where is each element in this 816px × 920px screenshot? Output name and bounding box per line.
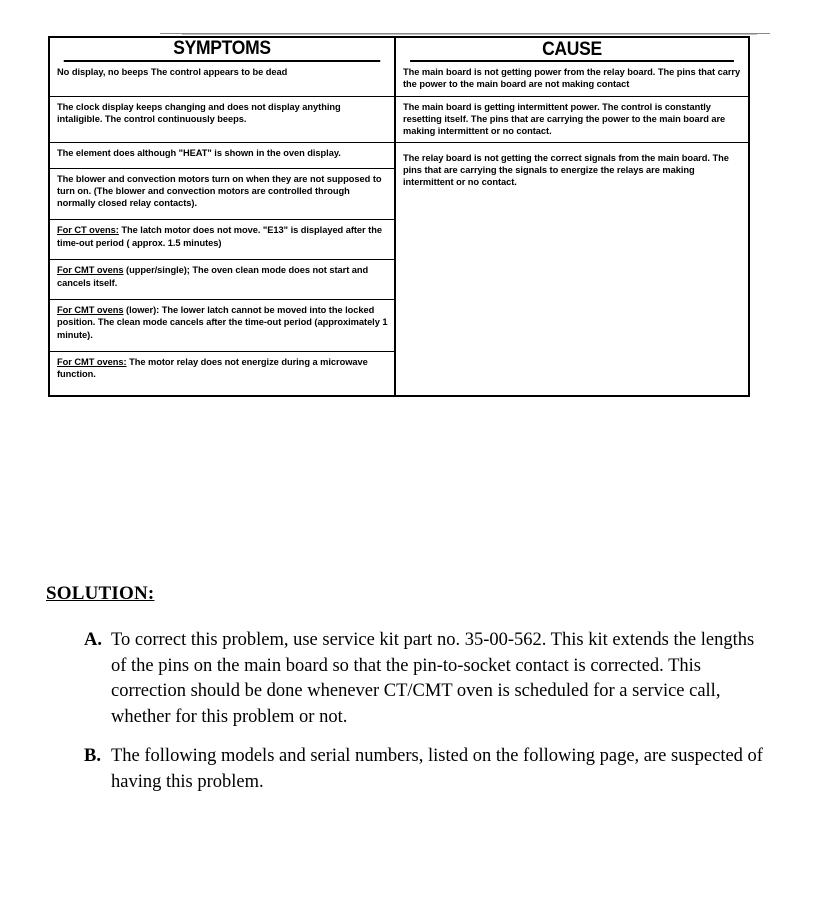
cause-row <box>396 97 748 143</box>
symptom-row <box>50 169 394 221</box>
symptom-row <box>50 62 394 97</box>
solution-item-a <box>84 628 771 730</box>
symptom-text: No display, no beeps The control appears to be dead <box>57 66 288 77</box>
symptom-text: The motor relay does not energize during a microwave function. <box>57 357 368 380</box>
symptom-text: The element does although "HEAT" is shown in the oven display. <box>57 147 341 158</box>
cause-text: The main board is getting intermittent power. The control is constantly resetting itself. The pins that are carrying the power to the main board are making intermittent or no contact. <box>403 102 726 137</box>
solution-item-text: The following models and serial numbers, listed on the following page, are suspected of having this problem. <box>111 746 763 792</box>
symptom-text: The clock display keeps changing and does not display anything intaligible. The control continuously beeps. <box>57 101 341 125</box>
symptom-text: (lower): The lower latch cannot be moved into the locked position. The clean mode cancels after the time-out period (approximately 1 minute). <box>57 305 388 340</box>
symptom-text: The latch motor does not move. "E13" is displayed after the time-out period ( approx. 1.5 minutes) <box>57 225 382 248</box>
symptom-row <box>50 97 394 143</box>
cause-column <box>396 38 748 395</box>
symptom-row <box>50 220 394 260</box>
solution-item-b <box>84 744 771 795</box>
symptom-row <box>50 143 394 169</box>
solution-item-marker: B. <box>84 746 101 766</box>
symptom-text: (upper/single); The oven clean mode does not start and cancels itself. <box>57 265 369 288</box>
symptom-lead: For CT ovens: <box>57 225 119 236</box>
symptom-text: The blower and convection motors turn on when they are not supposed to turn on. (The blower and convection motors are controlled through normally closed relay contacts). <box>57 173 382 209</box>
symptoms-cause-table <box>48 36 750 397</box>
symptoms-column-header: SYMPTOMS <box>64 38 380 62</box>
scan-artifact-line-secondary <box>182 34 757 35</box>
symptoms-column <box>50 38 396 395</box>
cause-row <box>396 62 748 97</box>
solution-heading: SOLUTION: <box>46 583 155 604</box>
solution-item-marker: A. <box>84 630 102 650</box>
symptom-lead: For CMT ovens: <box>57 357 127 368</box>
symptom-row <box>50 300 394 352</box>
symptom-lead: For CMT ovens <box>57 265 124 276</box>
cause-column-header: CAUSE <box>410 38 734 62</box>
symptom-row <box>50 260 394 300</box>
cause-text: The main board is not getting power from the relay board. The pins that carry the power to the main board are not making contact <box>403 67 741 90</box>
solution-item-text: To correct this problem, use service kit part no. 35-00-562. This kit extends the lengths of the pins on the main board so that the pin-to-socket contact is corrected. This correction should be done whenever CT/CMT oven is scheduled for a service call, whether for this problem or not. <box>111 630 755 727</box>
symptom-lead: For CMT ovens <box>57 305 124 316</box>
symptom-row <box>50 352 394 395</box>
cause-text: The relay board is not getting the correct signals from the main board. The pins that are carrying the signals to energize the relays are making intermittent or no contact. <box>403 153 729 188</box>
cause-row <box>396 143 748 395</box>
